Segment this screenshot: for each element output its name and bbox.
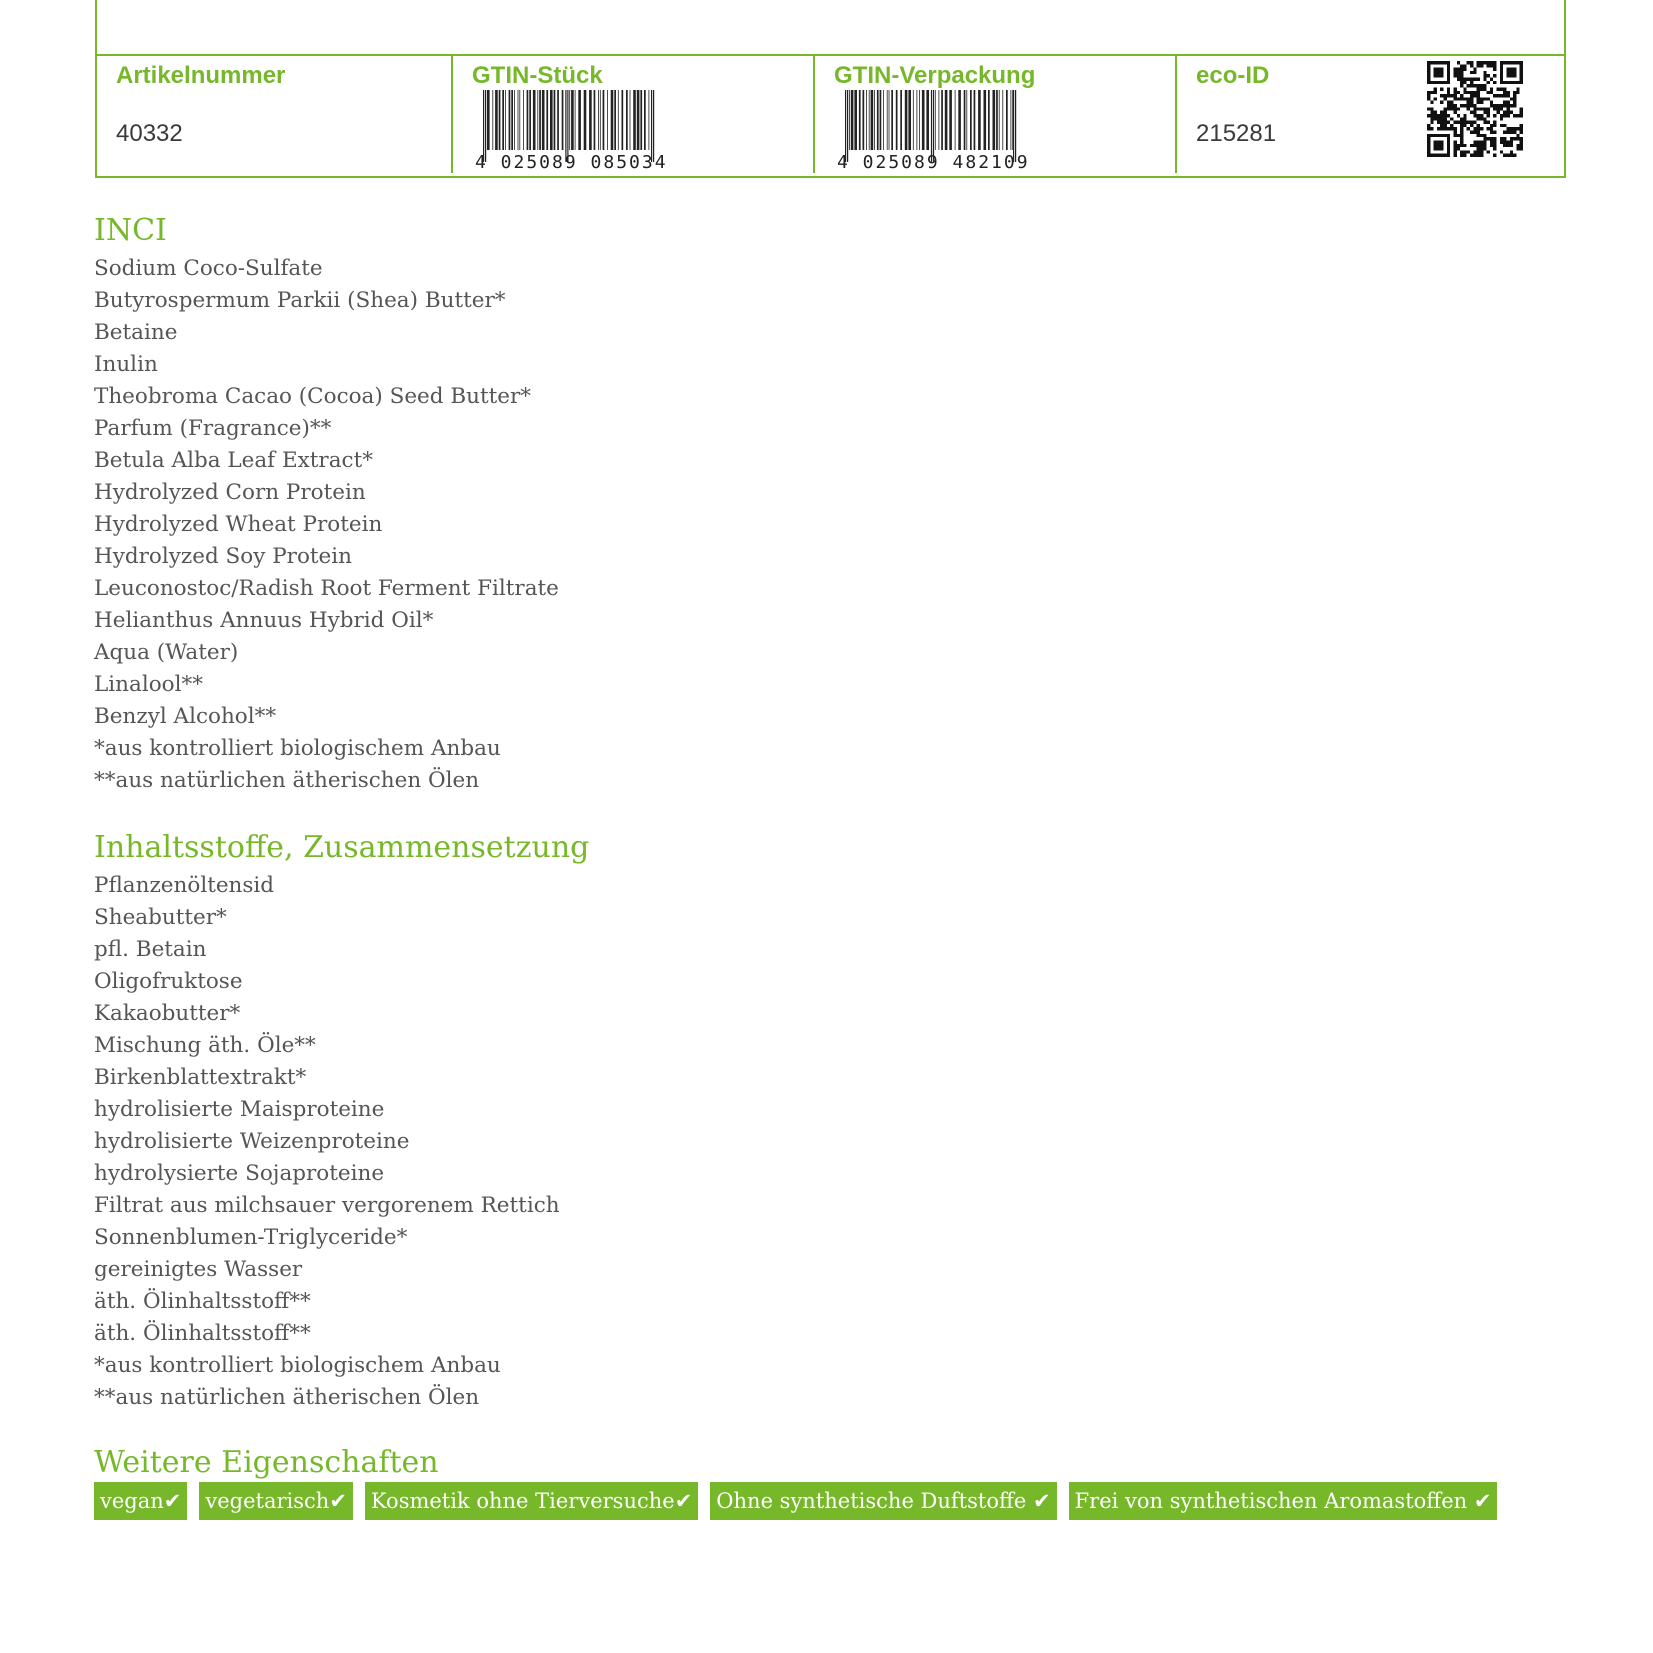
inci-heading: INCI: [94, 213, 167, 248]
article-number-value: 40332: [116, 120, 183, 147]
eco-id-cell: [1177, 56, 1566, 176]
inci-section: [94, 213, 559, 797]
list-item: Sheabutter*: [94, 905, 227, 930]
list-item: **aus natürlichen ätherischen Ölen: [94, 1385, 480, 1410]
list-item: Butyrospermum Parkii (Shea) Butter*: [94, 288, 506, 313]
product-id-table: [95, 0, 1566, 178]
list-item: Sodium Coco-Sulfate: [94, 256, 323, 281]
properties-tags: [94, 1482, 1509, 1522]
list-item: Hydrolyzed Corn Protein: [94, 480, 366, 505]
list-item: Inulin: [94, 352, 158, 377]
qr-code-icon: [1427, 61, 1523, 157]
ingredients-heading: Inhaltsstoffe, Zusammensetzung: [94, 830, 590, 865]
list-item: **aus natürlichen ätherischen Ölen: [94, 768, 480, 793]
list-item: Pflanzenöltensid: [94, 873, 275, 898]
list-item: *aus kontrolliert biologischem Anbau: [94, 1353, 501, 1378]
list-item: Aqua (Water): [94, 640, 239, 665]
inci-list: [94, 253, 559, 797]
ingredients-list: [94, 870, 589, 1414]
list-item: Filtrat aus milchsauer vergorenem Rettich: [94, 1193, 560, 1218]
list-item: Mischung äth. Öle**: [94, 1033, 316, 1058]
gtin-pack-digits: 4 025089 482109: [837, 152, 1030, 173]
list-item: Linalool**: [94, 672, 203, 697]
list-item: Hydrolyzed Soy Protein: [94, 544, 352, 569]
list-item: Hydrolyzed Wheat Protein: [94, 512, 383, 537]
list-item: pfl. Betain: [94, 937, 207, 962]
properties-heading: Weitere Eigenschaften: [94, 1445, 439, 1480]
list-item: hydrolysierte Sojaproteine: [94, 1161, 385, 1186]
list-item: *aus kontrolliert biologischem Anbau: [94, 736, 501, 761]
eco-id-label: eco-ID: [1196, 62, 1270, 89]
gtin-pack-cell: [815, 56, 1175, 176]
list-item: äth. Ölinhaltsstoff**: [94, 1321, 311, 1346]
list-item: Benzyl Alcohol**: [94, 704, 277, 729]
eco-id-value: 215281: [1196, 120, 1277, 147]
list-item: Betaine: [94, 320, 178, 345]
list-item: Birkenblattextrakt*: [94, 1065, 307, 1090]
list-item: Helianthus Annuus Hybrid Oil*: [94, 608, 434, 633]
list-item: Betula Alba Leaf Extract*: [94, 448, 373, 473]
list-item: Oligofruktose: [94, 969, 243, 994]
property-tag: Kosmetik ohne Tierversuche✔: [365, 1482, 698, 1520]
list-item: hydrolisierte Weizenproteine: [94, 1129, 410, 1154]
gtin-piece-cell: [453, 56, 813, 176]
gtin-piece-label: GTIN-Stück: [472, 62, 603, 89]
list-item: Sonnenblumen-Triglyceride*: [94, 1225, 408, 1250]
list-item: gereinigtes Wasser: [94, 1257, 303, 1282]
list-item: Parfum (Fragrance)**: [94, 416, 332, 441]
property-tag: Ohne synthetische Duftstoffe ✔: [710, 1482, 1056, 1520]
list-item: Kakaobutter*: [94, 1001, 241, 1026]
properties-section: [94, 1445, 439, 1481]
list-item: hydrolisierte Maisproteine: [94, 1097, 385, 1122]
gtin-pack-label: GTIN-Verpackung: [834, 62, 1036, 89]
ingredients-section: [94, 830, 589, 1414]
list-item: Leuconostoc/Radish Root Ferment Filtrate: [94, 576, 559, 601]
list-item: Theobroma Cacao (Cocoa) Seed Butter*: [94, 384, 532, 409]
article-number-cell: [97, 56, 451, 176]
property-tag: vegetarisch✔: [199, 1482, 353, 1520]
gtin-piece-digits: 4 025089 085034: [475, 152, 668, 173]
property-tag: Frei von synthetischen Aromastoffen ✔: [1069, 1482, 1498, 1520]
list-item: äth. Ölinhaltsstoff**: [94, 1289, 311, 1314]
property-tag: vegan✔: [94, 1482, 187, 1520]
article-number-label: Artikelnummer: [116, 62, 286, 89]
